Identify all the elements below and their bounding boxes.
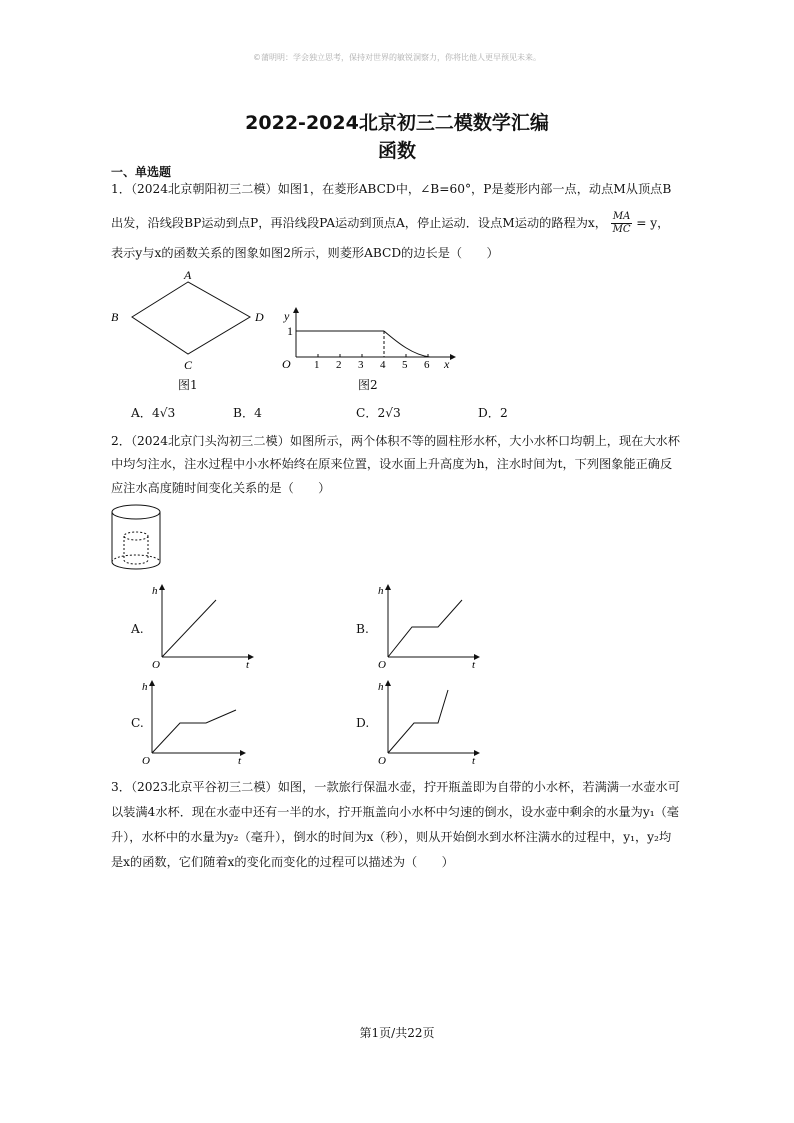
svg-text:1: 1 [314,359,320,371]
svg-text:O: O [152,659,160,670]
page-footer: 第1页/共22页 [359,1026,435,1040]
q2-graph-a[interactable] [150,580,260,670]
q1-option-d[interactable]: D．2 [478,406,508,420]
svg-text:O: O [378,755,386,766]
figure-2-graph [278,305,458,375]
q1-line1: 1．（2024北京朝阳初三二模）如图1，在菱形ABCD中，∠B=60°，P是菱形内部一点，动点M从顶点B [111,182,672,196]
q1-option-c[interactable]: C．2√3 [356,406,401,420]
q2-graph-c[interactable] [140,676,255,766]
q3-line1: 3．（2023北京平谷初三二模）如图，一款旅行保温水壶，拧开瓶盖即为自带的小水杯，若满满一水壶水可 [111,780,680,794]
svg-text:t: t [472,755,476,766]
q1-line2: 出发，沿线段BP运动到点P，再沿线段PA运动到顶点A，停止运动．设点M运动的路程为x， $\frac{MA}{MC}$ = y， [111,211,670,235]
svg-text:h: h [378,681,384,693]
svg-text:t: t [246,659,250,670]
doc-subtitle: 函数 [377,140,416,162]
svg-text:h: h [152,585,158,597]
section-heading: 一、单选题 [111,165,172,179]
figure-2-caption: 图2 [358,378,378,392]
q2-graph-b[interactable] [376,580,486,670]
q3-line4: 是x的函数，它们随着x的变化而变化的过程可以描述为（ ） [111,855,454,869]
vertex-D: D [255,310,264,324]
q1-fraction: $\frac{MA}{MC}$ [612,211,631,235]
q2-graph-d[interactable] [376,676,486,766]
q2-option-c[interactable]: C. [131,716,144,730]
q3-line2: 以装满4水杯．现在水壶中还有一半的水，拧开瓶盖向小水杯中匀速的倒水，设水壶中剩余的水量为y₁（毫 [111,805,679,819]
q2-line3: 应注水高度随时间变化关系的是（ ） [111,481,331,495]
svg-text:1: 1 [287,324,293,338]
svg-text:O: O [378,659,386,670]
q2-line1: 2．（2024北京门头沟初三二模）如图所示，两个体积不等的圆柱形水杯，大小水杯口均朝上，现在大水杯 [111,434,680,448]
svg-text:4: 4 [380,359,386,371]
svg-text:h: h [378,585,384,597]
watermark: ©蒲明明：学会独立思考，保持对世界的敏锐洞察力，你将比他人更早预见未来。 [253,53,541,62]
q2-option-a[interactable]: A. [131,622,144,636]
svg-text:t: t [238,755,242,766]
svg-text:O: O [142,755,150,766]
svg-text:x: x [444,357,450,371]
vertex-C: C [184,358,193,372]
svg-text:y: y [284,309,290,323]
q1-option-b[interactable]: B．4 [233,406,262,420]
svg-text:2: 2 [336,359,342,371]
vertex-B: B [111,310,119,324]
svg-text:h: h [142,681,148,693]
vertex-A: A [184,268,192,282]
figure-1-rhombus [108,262,278,372]
cylinder-figure [106,500,166,580]
q3-line3: 升），水杯中的水量为y₂（毫升），倒水的时间为x（秒），则从开始倒水到水杯注满水的过程中，y₁，y₂均 [111,830,672,844]
doc-title: 2022-2024北京初三二模数学汇编 [245,112,549,134]
svg-text:O: O [282,357,291,371]
q1-option-a[interactable]: A．4√3 [131,406,176,420]
svg-text:t: t [472,659,476,670]
q2-line2: 中均匀注水，注水过程中小水杯始终在原来位置，设水面上升高度为h，注水时间为t，下列图象能正确反 [111,457,673,471]
figure-1-caption: 图1 [178,378,198,392]
q1-line3: 表示y与x的函数关系的图象如图2所示，则菱形ABCD的边长是（ ） [111,246,499,260]
svg-text:5: 5 [402,359,408,371]
svg-text:6: 6 [424,359,430,371]
svg-text:3: 3 [358,359,364,371]
q2-option-b[interactable]: B. [356,622,369,636]
q2-option-d[interactable]: D. [356,716,370,730]
